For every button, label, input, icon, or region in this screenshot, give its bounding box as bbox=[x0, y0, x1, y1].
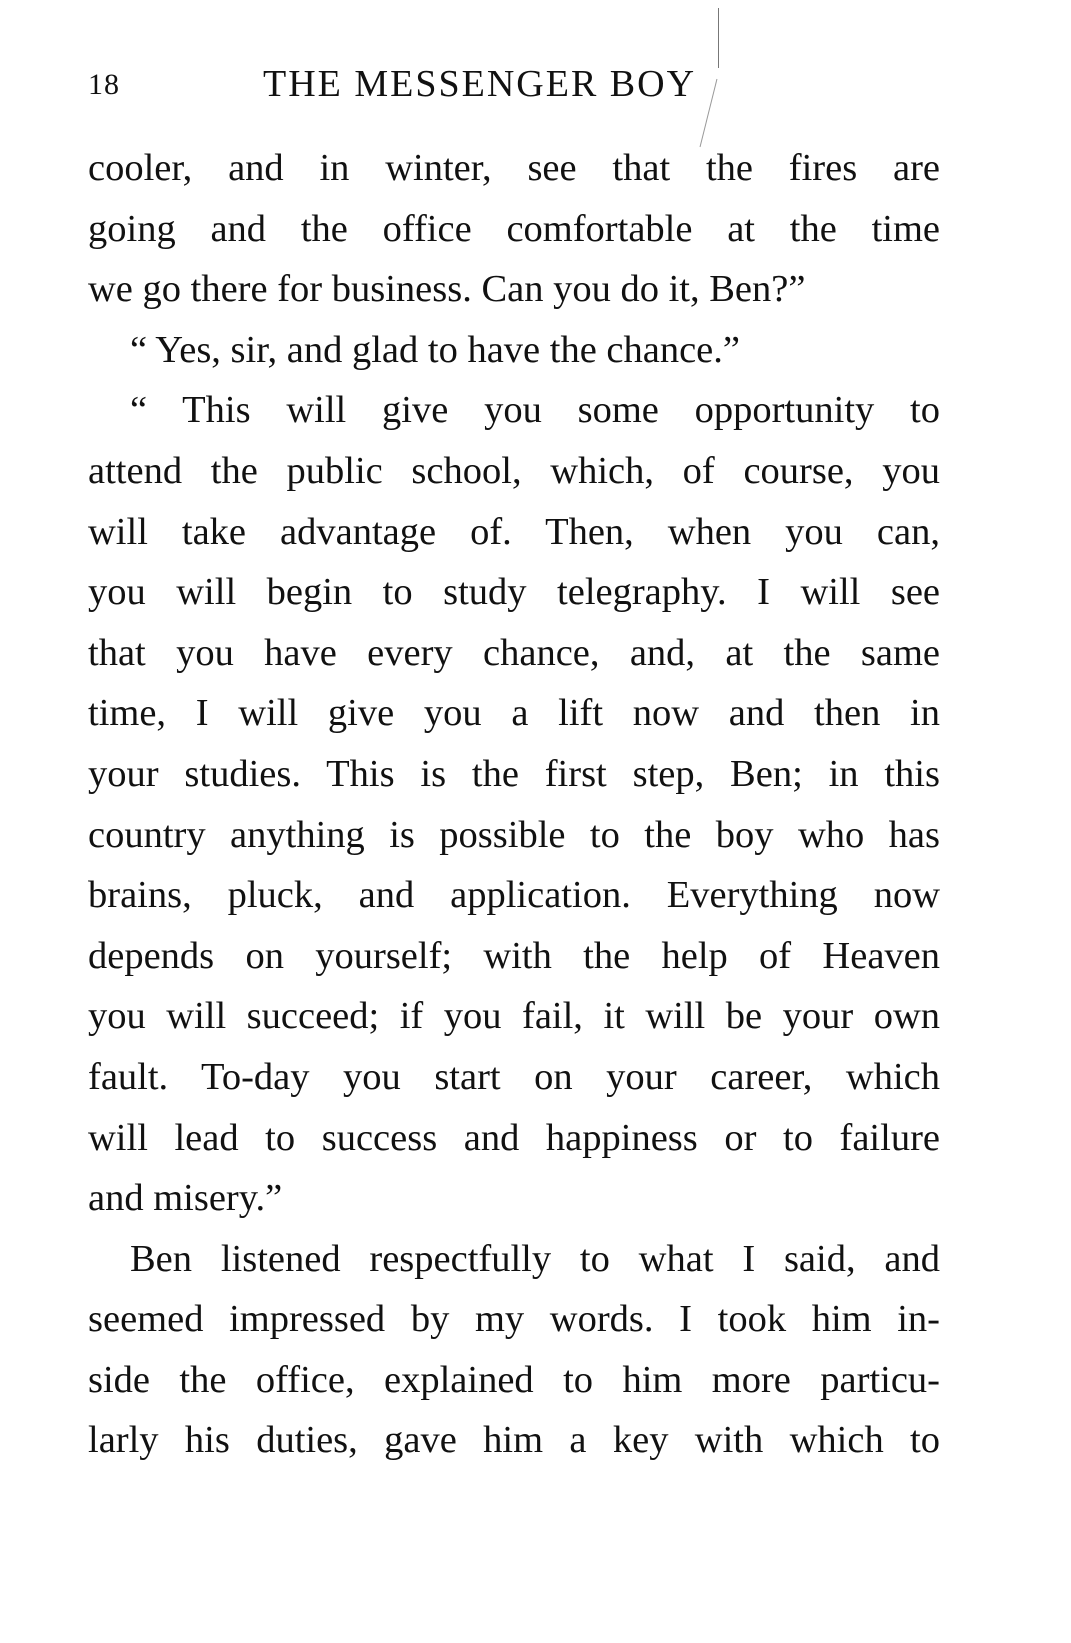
text-line: side the office, explained to him more particu- bbox=[88, 1358, 940, 1401]
running-title: THE MESSENGER BOY bbox=[263, 63, 697, 105]
text-line: seemed impressed by my words. I took him in- bbox=[88, 1298, 940, 1341]
text-line: and misery.” bbox=[88, 1177, 283, 1220]
text-line: “ This will give you some opportunity to bbox=[130, 389, 940, 432]
text-line: your studies. This is the first step, Ben; in this bbox=[88, 752, 940, 795]
text-line: time, I will give you a lift now and then in bbox=[88, 692, 940, 735]
text-line: will take advantage of. Then, when you can, bbox=[88, 510, 940, 553]
page-header bbox=[88, 62, 788, 112]
text-line: country anything is possible to the boy who has bbox=[88, 813, 940, 856]
text-line: you will begin to study telegraphy. I will see bbox=[88, 571, 940, 614]
text-line: depends on yourself; with the help of Heaven bbox=[88, 934, 940, 977]
text-line: brains, pluck, and application. Everything now bbox=[88, 874, 940, 917]
text-line: “ Yes, sir, and glad to have the chance.” bbox=[130, 328, 740, 371]
body-text bbox=[88, 138, 940, 1471]
text-line: we go there for business. Can you do it, Ben?” bbox=[88, 268, 806, 311]
text-line: cooler, and in winter, see that the fires are bbox=[88, 147, 940, 189]
text-line: attend the public school, which, of course, you bbox=[88, 449, 940, 492]
text-line: going and the office comfortable at the time bbox=[88, 207, 940, 250]
text-line: Ben listened respectfully to what I said, and bbox=[130, 1237, 940, 1280]
text-line: fault. To-day you start on your career, which bbox=[88, 1055, 940, 1098]
page-number: 18 bbox=[88, 68, 120, 101]
text-line: larly his duties, gave him a key with which to bbox=[88, 1419, 940, 1462]
text-line: will lead to success and happiness or to failure bbox=[88, 1116, 940, 1159]
stray-pencil-mark bbox=[718, 8, 719, 68]
text-line: you will succeed; if you fail, it will be your own bbox=[88, 995, 940, 1038]
text-line: that you have every chance, and, at the same bbox=[88, 631, 940, 674]
